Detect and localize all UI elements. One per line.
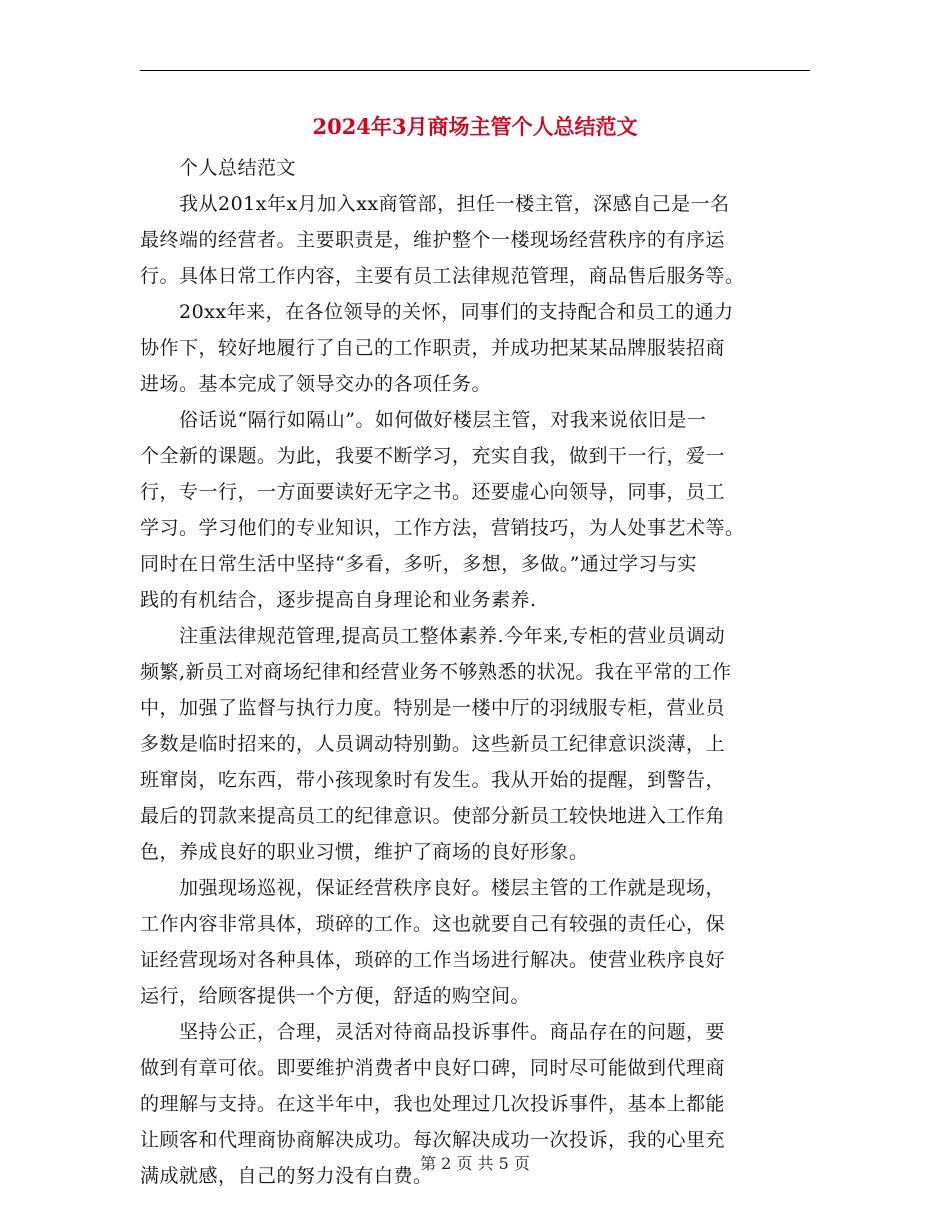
body-line: 行。具体日常工作内容，主要有员工法律规范管理，商品售后服务等。 bbox=[140, 265, 745, 287]
body-line: 证经营现场对各种具体，琐碎的工作当场进行解决。使营业秩序良好 bbox=[140, 949, 726, 971]
body-line: 满成就感，自己的努力没有白费。 bbox=[140, 1165, 433, 1187]
body-line: 色，养成良好的职业习惯，维护了商场的良好形象。 bbox=[140, 841, 589, 863]
body-line: 工作内容非常具体，琐碎的工作。这也就要自己有较强的责任心，保 bbox=[140, 913, 726, 935]
body-line: 运行，给顾客提供一个方便，舒适的购空间。 bbox=[140, 985, 531, 1007]
body-line: 最终端的经营者。主要职责是，维护整个一楼现场经营秩序的有序运 bbox=[140, 229, 726, 251]
body-line: 俗话说“隔行如隔山”。如何做好楼层主管，对我来说依旧是一 bbox=[140, 409, 707, 431]
body-line: 的理解与支持。在这半年中，我也处理过几次投诉事件，基本上都能 bbox=[140, 1093, 726, 1115]
body-line: 做到有章可依。即要维护消费者中良好口碑，同时尽可能做到代理商 bbox=[140, 1057, 726, 1079]
document-body bbox=[140, 150, 810, 1194]
body-line: 坚持公正，合理，灵活对待商品投诉事件。商品存在的问题，要 bbox=[140, 1021, 726, 1043]
header-rule bbox=[140, 70, 810, 71]
body-line: 学习。学习他们的专业知识，工作方法，营销技巧，为人处事艺术等。 bbox=[140, 517, 745, 539]
body-line: 20xx年来，在各位领导的关怀，同事们的支持配合和员工的通力 bbox=[140, 301, 734, 323]
body-line: 我从201x年x月加入xx商管部，担任一楼主管，深感自己是一名 bbox=[140, 193, 730, 215]
document-title: 2024年3月商场主管个人总结范文 bbox=[312, 114, 638, 139]
body-line: 践的有机结合，逐步提高自身理论和业务素养. bbox=[140, 589, 537, 611]
body-line: 让顾客和代理商协商解决成功。每次解决成功一次投诉，我的心里充 bbox=[140, 1129, 726, 1151]
body-line: 个人总结范文 bbox=[140, 157, 297, 179]
body-line: 最后的罚款来提高员工的纪律意识。使部分新员工较快地进入工作角 bbox=[140, 805, 726, 827]
page-number-footer: 第 2 页 共 5 页 bbox=[420, 1154, 530, 1173]
body-line: 中，加强了监督与执行力度。特别是一楼中厅的羽绒服专柜，营业员 bbox=[140, 697, 726, 719]
body-line: 多数是临时招来的，人员调动特别勤。这些新员工纪律意识淡薄，上 bbox=[140, 733, 726, 755]
body-line: 频繁,新员工对商场纪律和经营业务不够熟悉的状况。我在平常的工作 bbox=[140, 661, 732, 683]
body-line: 同时在日常生活中坚持“多看，多听，多想，多做。”通过学习与实 bbox=[140, 553, 697, 575]
body-line: 协作下，较好地履行了自己的工作职责，并成功把某某品牌服装招商 bbox=[140, 337, 726, 359]
body-line: 注重法律规范管理,提高员工整体素养.今年来,专柜的营业员调动 bbox=[140, 625, 726, 647]
body-line: 个全新的课题。为此，我要不断学习，充实自我，做到干一行，爱一 bbox=[140, 445, 726, 467]
body-line: 进场。基本完成了领导交办的各项任务。 bbox=[140, 373, 492, 395]
body-line: 班窜岗，吃东西，带小孩现象时有发生。我从开始的提醒，到警告， bbox=[140, 769, 726, 791]
body-line: 加强现场巡视，保证经营秩序良好。楼层主管的工作就是现场， bbox=[140, 877, 726, 899]
body-line: 行，专一行，一方面要读好无字之书。还要虚心向领导，同事，员工 bbox=[140, 481, 726, 503]
